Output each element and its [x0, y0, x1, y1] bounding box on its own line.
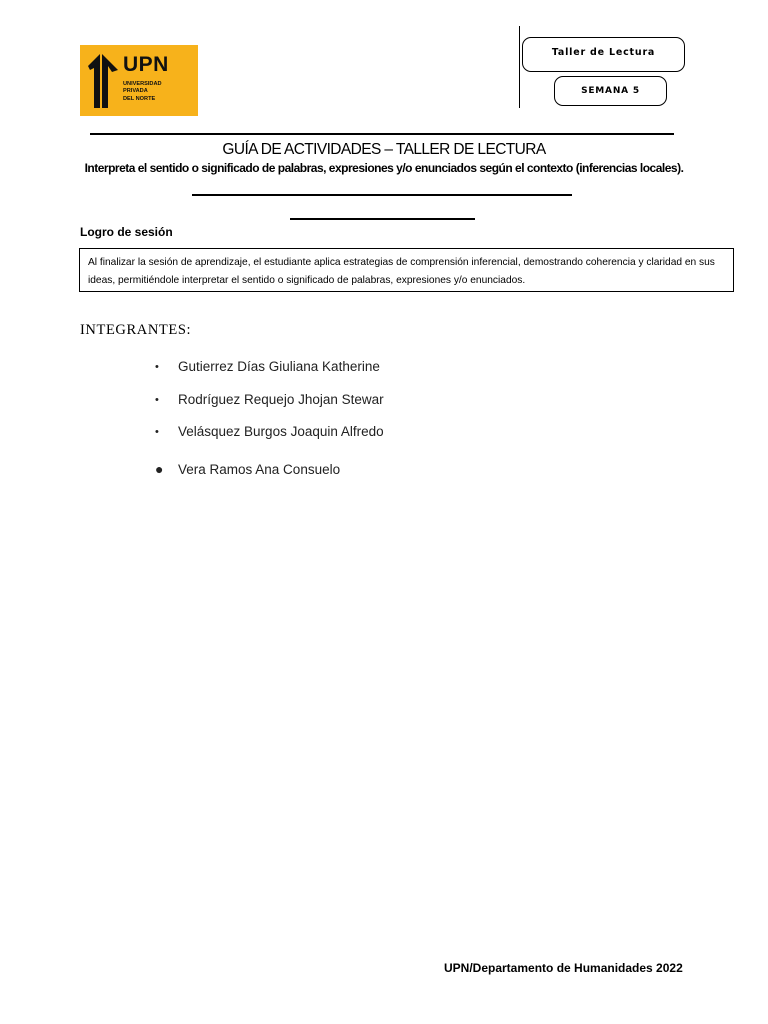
member-name: Vera Ramos Ana Consuelo — [178, 462, 341, 477]
document-subtitle: Interpreta el sentido o significado de palabras, expresiones y/o enunciados según el contexto (inferencias locales). — [84, 161, 684, 175]
logro-label: Logro de sesión — [80, 225, 173, 239]
integrantes-heading: INTEGRANTES: — [80, 322, 192, 338]
list-item — [155, 359, 380, 374]
document-title: GUÍA DE ACTIVIDADES – TALLER DE LECTURA — [222, 141, 546, 158]
member-name: Velásquez Burgos Joaquin Alfredo — [178, 424, 384, 439]
title-rule-top — [90, 133, 674, 135]
upn-logo — [80, 45, 198, 116]
upn-arrow-icon — [88, 50, 124, 110]
list-item — [155, 392, 384, 407]
title-rule-middle — [192, 194, 572, 196]
list-item — [155, 424, 384, 439]
page-footer: UPN/Departamento de Humanidades 2022 — [444, 961, 683, 975]
bullet-icon: • — [155, 394, 159, 406]
header-divider — [519, 26, 520, 108]
bullet-icon: ● — [155, 461, 164, 477]
bullet-icon: • — [155, 361, 159, 373]
member-name: Rodríguez Requejo Jhojan Stewar — [178, 392, 384, 407]
logo-subtitle: UNIVERSIDAD PRIVADA DEL NORTE — [123, 81, 162, 102]
list-item — [155, 461, 340, 477]
member-name: Gutierrez Días Giuliana Katherine — [178, 359, 380, 374]
title-rule-bottom — [290, 218, 475, 220]
week-label-box: SEMANA 5 — [554, 76, 667, 106]
logro-text-box: Al finalizar la sesión de aprendizaje, el estudiante aplica estrategias de comprensión inferencial, demostrando coherencia y claridad en sus ideas, permitiéndole interpretar el sentido o significado de palabras, expresiones y/o enunciados. — [79, 248, 734, 292]
bullet-icon: • — [155, 426, 159, 438]
logo-brand: UPN — [123, 53, 169, 76]
course-label-box: Taller de Lectura — [522, 37, 685, 72]
